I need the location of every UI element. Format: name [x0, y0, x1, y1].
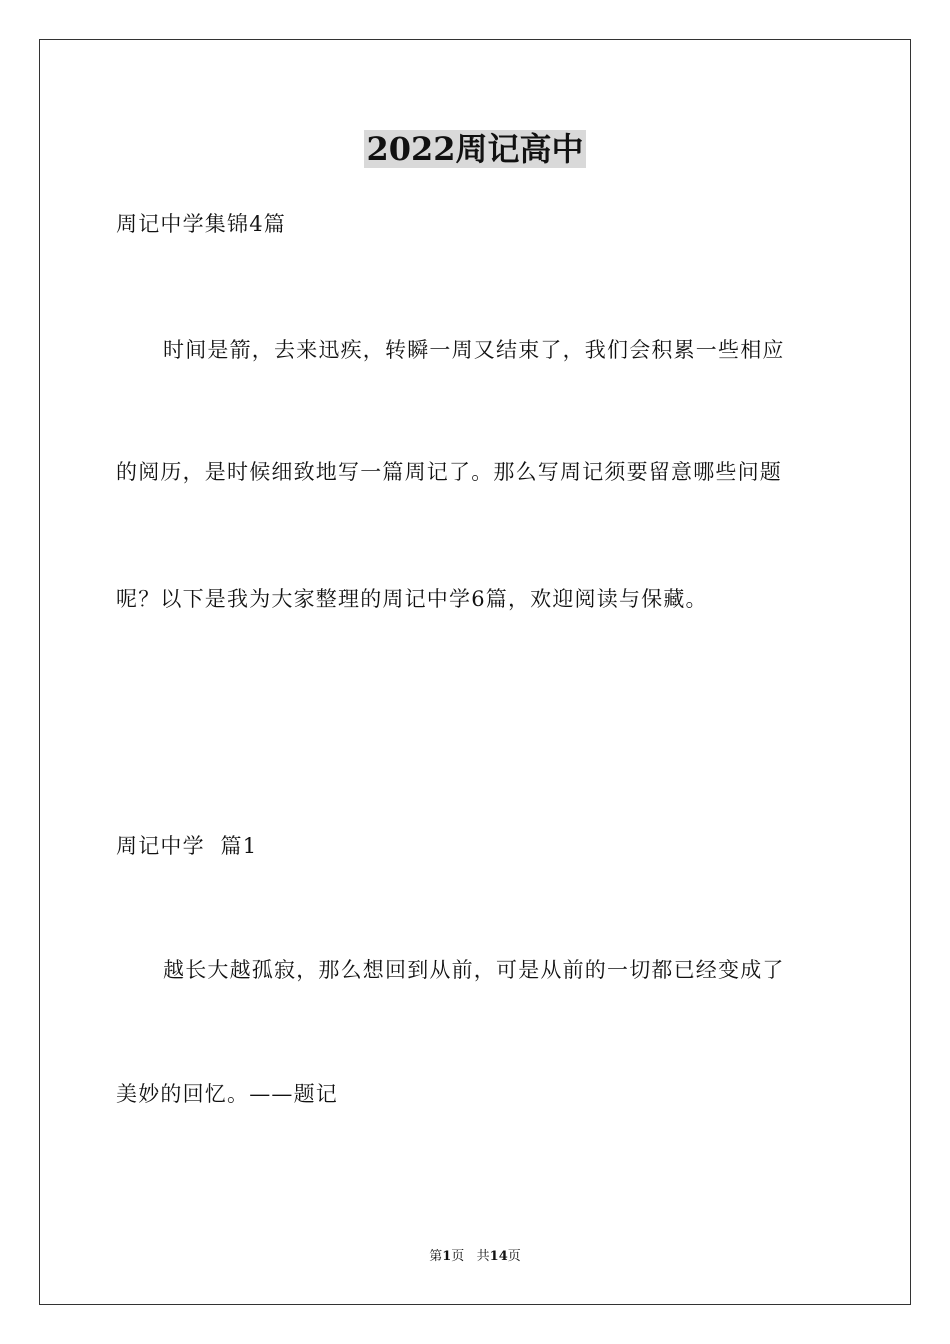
section-line-1: 越长大越孤寂，那么想回到从前，可是从前的一切都已经变成了 [163, 958, 785, 982]
document-title-text: 2022周记高中 [366, 130, 584, 168]
intro-line-1: 时间是箭，去来迅疾，转瞬一周又结束了，我们会积累一些相应 [163, 338, 785, 362]
footer-page-current: 1 [442, 1249, 452, 1264]
footer-page-prefix: 第 [429, 1249, 443, 1264]
section-heading: 周记中学 篇1 [116, 834, 258, 858]
document-subtitle: 周记中学集锦4篇 [116, 212, 286, 236]
footer-page-suffix: 页 [507, 1249, 521, 1264]
footer-page-total: 14 [489, 1249, 508, 1264]
intro-line-3: 呢？以下是我为大家整理的周记中学6篇，欢迎阅读与保藏。 [116, 587, 708, 611]
page-footer [0, 1248, 950, 1266]
section-line-2: 美妙的回忆。——题记 [116, 1082, 338, 1106]
footer-page-mid: 页 共 [451, 1249, 490, 1264]
document-title [0, 126, 950, 172]
intro-line-2: 的阅历，是时候细致地写一篇周记了。那么写周记须要留意哪些问题 [116, 460, 782, 484]
